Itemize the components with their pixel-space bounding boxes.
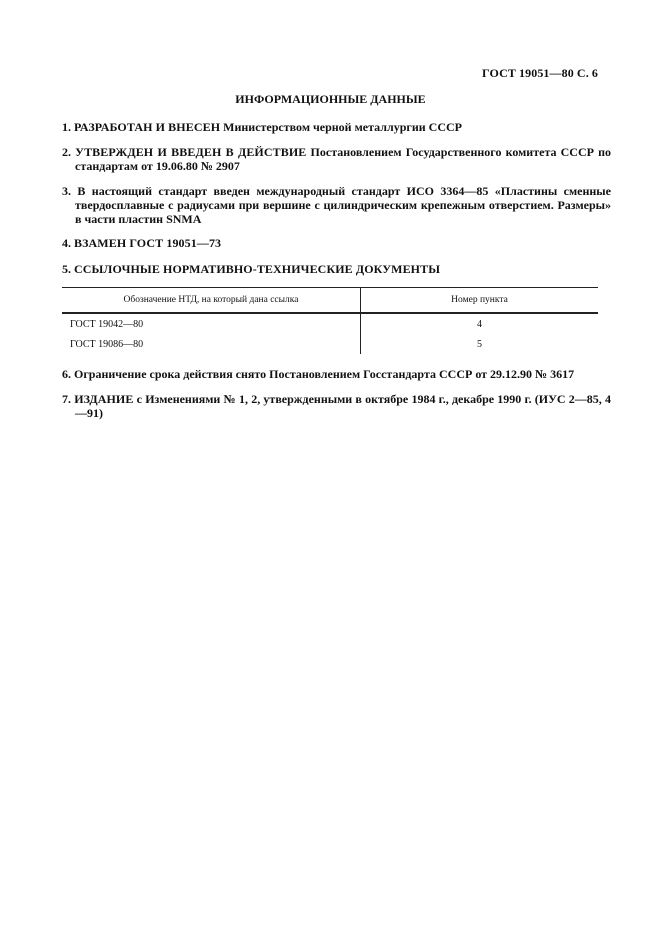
info-item-reference-docs bbox=[62, 262, 611, 276]
reference-docs-table bbox=[62, 287, 598, 354]
table-cell-doc: ГОСТ 19042—80 bbox=[62, 313, 361, 334]
item-number: 6. bbox=[62, 367, 71, 381]
page-header: ГОСТ 19051—80 С. 6 bbox=[482, 66, 598, 80]
info-item-edition bbox=[62, 392, 611, 420]
item-text: Постановлением Государственного комитета СССР по стандартам от 19.06.80 № 2907 bbox=[75, 145, 612, 173]
table-row bbox=[62, 313, 598, 334]
info-item-iso-standard bbox=[62, 184, 611, 226]
table-row bbox=[62, 334, 598, 354]
info-item-validity bbox=[62, 367, 611, 381]
item-number: 7. bbox=[62, 392, 71, 406]
info-item-developed bbox=[62, 120, 611, 134]
info-item-approved bbox=[62, 145, 611, 173]
item-text: с Изменениями № 1, 2, утвержденными в октябре 1984 г., декабре 1990 г. (ИУС 2—85, 4—91) bbox=[75, 392, 612, 420]
column-header-clause: Номер пункта bbox=[361, 288, 599, 314]
item-caption: ССЫЛОЧНЫЕ НОРМАТИВНО-ТЕХНИЧЕСКИЕ ДОКУМЕНТЫ bbox=[74, 262, 441, 276]
document-title: ИНФОРМАЦИОННЫЕ ДАННЫЕ bbox=[235, 92, 426, 106]
item-text: Ограничение срока действия снято Постановлением Госстандарта СССР от 29.12.90 № 3617 bbox=[74, 367, 575, 381]
item-text: В настоящий стандарт введен международный стандарт ИСО 3364—85 «Пластины сменные твердосплавные с радиусами при вершине с цилиндрическим крепежным отверстием. Размеры» в части пластин SNMA bbox=[75, 184, 611, 226]
item-number: 3. bbox=[62, 184, 71, 198]
table-header-row bbox=[62, 288, 598, 314]
item-number: 4. bbox=[62, 236, 71, 250]
table-cell-clause: 4 bbox=[477, 318, 482, 330]
table-cell-doc: ГОСТ 19086—80 bbox=[62, 334, 361, 354]
item-caption: УТВЕРЖДЕН И ВВЕДЕН В ДЕЙСТВИЕ bbox=[75, 145, 307, 159]
item-caption: ИЗДАНИЕ bbox=[74, 392, 134, 406]
item-number: 1. bbox=[62, 120, 71, 134]
item-caption: ВЗАМЕН ГОСТ 19051—73 bbox=[74, 236, 222, 250]
column-header-doc: Обозначение НТД, на который дана ссылка bbox=[62, 288, 361, 314]
item-text: Министерством черной металлургии СССР bbox=[223, 120, 462, 134]
info-item-replaces bbox=[62, 236, 611, 250]
item-number: 5. bbox=[62, 262, 71, 276]
item-number: 2. bbox=[62, 145, 71, 159]
item-caption: РАЗРАБОТАН И ВНЕСЕН bbox=[74, 120, 221, 134]
table-cell-clause: 5 bbox=[477, 338, 482, 350]
